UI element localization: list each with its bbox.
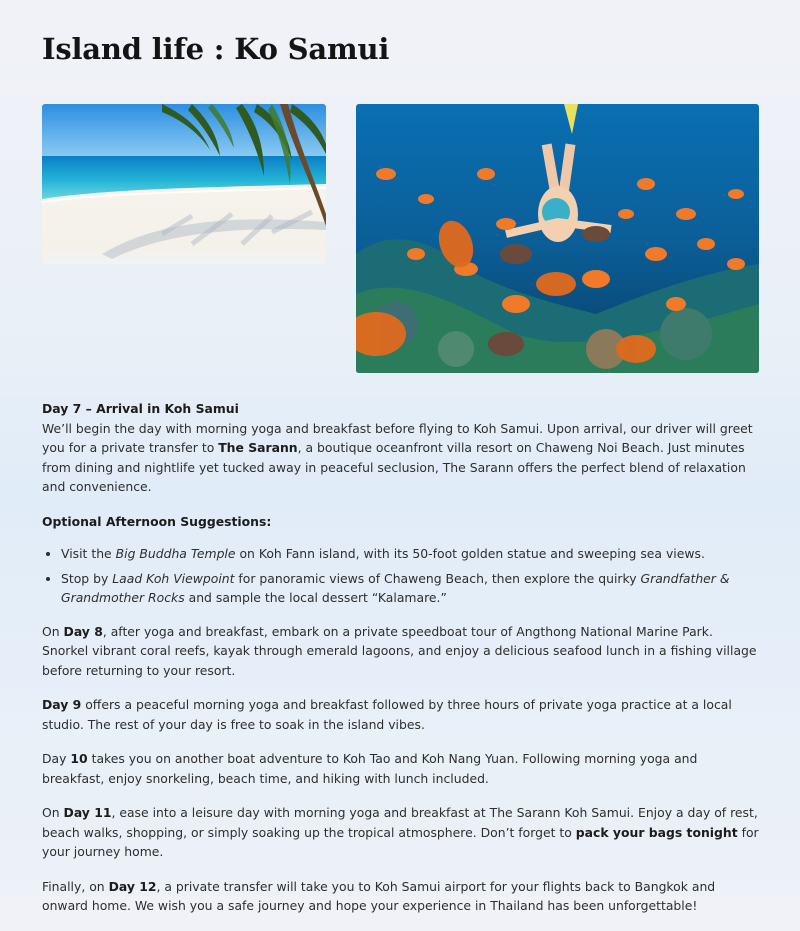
resort-name: The Sarann (218, 440, 298, 455)
list-item: • Visit the Big Buddha Temple on Koh Fann island, with its 50-foot golden statue and sweeping sea views. (61, 544, 760, 564)
day10-section: Day 10 takes you on another boat adventure to Koh Tao and Koh Nang Yuan. Following morning yoga and breakfast, enjoy snorkeling, beach time, and hiking with lunch included. (42, 751, 698, 786)
day11-section: On Day 11, ease into a leisure day with morning yoga and breakfast at The Sarann Koh Samui. Enjoy a day of rest, beach walks, shopping, or simply soaking up the tropical atmosphere. Don’t forget to pack your bags tonight for your journey home. (42, 805, 759, 859)
day7-heading: Day 7 – Arrival in Koh Samui (42, 401, 239, 416)
snorkel-image (356, 104, 759, 373)
day7-section (42, 399, 760, 497)
beach-image (42, 104, 326, 264)
suggestions-list (42, 544, 760, 608)
page-title: Island life : Ko Samui (42, 32, 390, 66)
itinerary-content (42, 399, 760, 931)
day8-section: On Day 8, after yoga and breakfast, embark on a private speedboat tour of Angthong National Marine Park. Snorkel vibrant coral reefs, kayak through emerald lagoons, and enjoy a delicious seafood lunch in a fishing village before returning to your resort. (42, 623, 757, 678)
day12-section: Finally, on Day 12, a private transfer will take you to Koh Samui airport for your flights back to Bangkok and onward home. We wish you a safe journey and hope your experience in Thailand has been unforgettable! (42, 878, 716, 913)
list-item: • Stop by Laad Koh Viewpoint for panoramic views of Chaweng Beach, then explore the quirky Grandfather & Grandmother Rocks and sample the local dessert “Kalamare.” (61, 569, 760, 608)
optional-heading: Optional Afternoon Suggestions: (42, 513, 272, 529)
day7-text: We’ll begin the day with morning yoga and breakfast before flying to Koh Samui. Upon arrival, our driver will greet you for a private transfer to (42, 420, 753, 455)
day7-text-cont: , a boutique oceanfront villa resort on Chaweng Noi Beach. Just minutes from dining and nightlife yet tucked away in peaceful seclusion, The Sarann offers the perfect blend of relaxation and convenience. (42, 440, 746, 494)
day9-section: Day 9 offers a peaceful morning yoga and breakfast followed by three hours of private yoga practice at a local studio. The rest of your day is free to soak in the island vibes. (42, 697, 732, 732)
